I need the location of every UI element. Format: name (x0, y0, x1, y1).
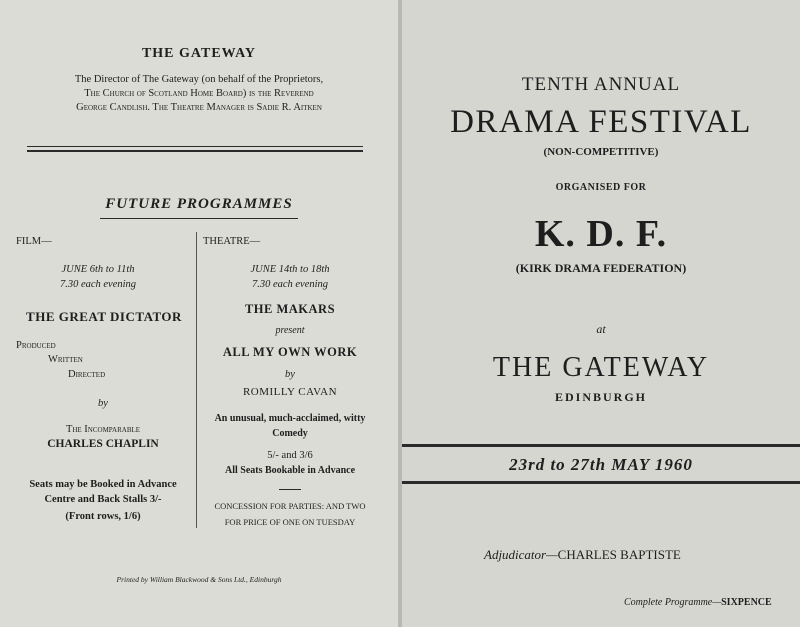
theatre-short-rule (279, 489, 301, 490)
film-credit-produced: Produced (16, 340, 56, 351)
theatre-by: by (285, 369, 295, 380)
city: EDINBURGH (554, 390, 647, 404)
theatre-concession-line-1: CONCESSION FOR PARTIES: AND TWO (214, 501, 366, 511)
top-divider (27, 146, 363, 147)
theatre-desc-line-1: An unusual, much-acclaimed, witty (214, 413, 366, 424)
film-by: by (98, 398, 108, 409)
theatre-desc-line-2: Comedy (272, 428, 308, 439)
top-divider-thick (27, 150, 363, 152)
theatre-time: 7.30 each evening (251, 279, 329, 290)
film-title: THE GREAT DICTATOR (26, 309, 182, 324)
theatre-dates: JUNE 14th to 18th (250, 264, 330, 275)
film-credit-written: Written (48, 354, 83, 365)
theatre-bookable: All Seats Bookable in Advance (224, 465, 356, 476)
film-incomparable: The Incomparable (65, 424, 141, 435)
adjudicator-name: CHARLES BAPTISTE (557, 547, 681, 562)
film-credit-directed: Directed (68, 369, 106, 380)
date-band-bottom-rule (402, 481, 800, 484)
programme-price: SIXPENCE (721, 597, 772, 608)
heading-underline (100, 218, 298, 219)
film-seats-line-1: Seats may be Booked in Advance (29, 479, 177, 490)
film-label: FILM— (16, 236, 52, 247)
adjudicator-label: Adjudicator— (484, 547, 558, 562)
intro-line-1: The Director of The Gateway (on behalf of the Proprietors, (74, 74, 324, 85)
venue-title: THE GATEWAY (492, 352, 710, 383)
theatre-author: ROMILLY CAVAN (242, 386, 338, 398)
kdf-title: K. D. F. (534, 213, 668, 255)
future-programmes-heading: FUTURE PROGRAMMES (105, 196, 293, 212)
kdf-full-name: (KIRK DRAMA FEDERATION) (515, 261, 687, 275)
intro-line-2: The Church of Scotland Home Board) is the Reverend (84, 88, 314, 99)
gateway-heading: THE GATEWAY (141, 46, 257, 61)
festival-dates: 23rd to 27th MAY 1960 (509, 455, 693, 474)
non-competitive: (NON-COMPETITIVE) (543, 146, 659, 158)
film-seats-line-2: Centre and Back Stalls 3/- (44, 494, 162, 505)
film-time: 7.30 each evening (59, 279, 137, 290)
theatre-prices: 5/- and 3/6 (267, 450, 313, 461)
drama-festival-title: DRAMA FESTIVAL (450, 104, 752, 140)
film-star: CHARLES CHAPLIN (47, 438, 159, 450)
film-seats-line-3: (Front rows, 1/6) (65, 511, 141, 522)
programme-price-line (624, 597, 772, 608)
theatre-present: present (275, 325, 305, 336)
intro-line-3: George Candlish. The Theatre Manager is Sadie R. Aitken (76, 102, 322, 113)
adjudicator-line (484, 547, 681, 563)
organised-for: ORGANISED FOR (555, 182, 647, 193)
right-panel (402, 0, 800, 627)
date-band-top-rule (402, 444, 800, 447)
programme-label: Complete Programme— (624, 597, 722, 608)
theatre-title: ALL MY OWN WORK (222, 345, 358, 359)
printer-credit: Printed by William Blackwood & Sons Ltd., Edinburgh (116, 575, 282, 584)
theatre-concession-line-2: FOR PRICE OF ONE ON TUESDAY (224, 517, 356, 527)
left-panel (0, 0, 398, 627)
tenth-annual: TENTH ANNUAL (521, 74, 681, 95)
at-text: at (596, 322, 606, 336)
film-dates: JUNE 6th to 11th (61, 264, 135, 275)
theatre-label: THEATRE— (203, 236, 261, 247)
theatre-company: THE MAKARS (244, 302, 336, 316)
